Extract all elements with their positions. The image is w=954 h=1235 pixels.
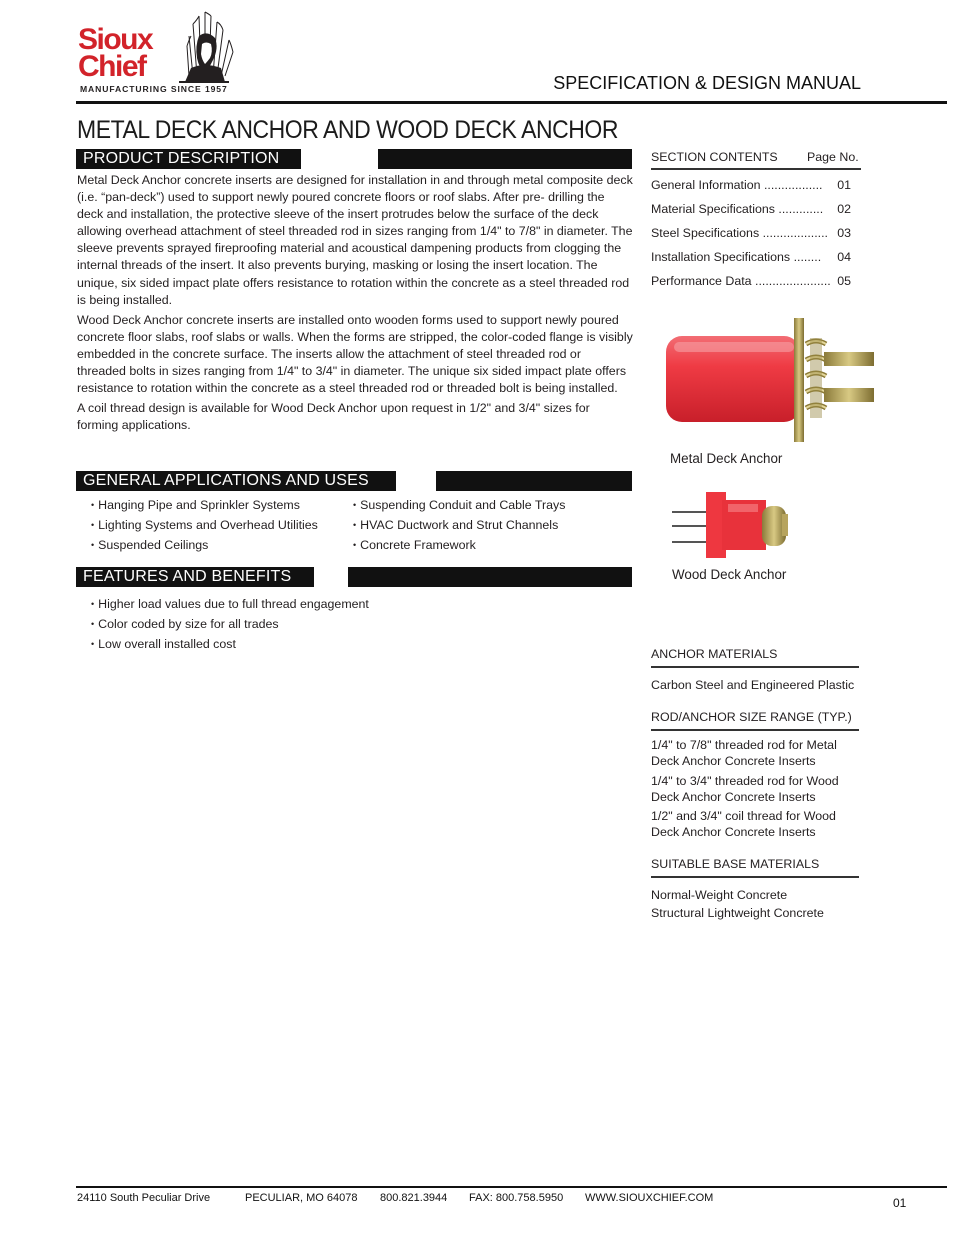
base-material-item: Normal-Weight Concrete [651, 888, 788, 902]
list-item: • Lighting Systems and Overhead Utilities [91, 516, 318, 536]
toc-page: 03 [837, 226, 851, 240]
header-divider [76, 101, 947, 104]
metal-deck-caption: Metal Deck Anchor [670, 451, 783, 466]
base-materials-rule [651, 876, 859, 878]
description-paragraph: A coil thread design is available for Wood Deck Anchor upon request in 1/2" and 3/4" sizes for forming applications. [77, 401, 590, 433]
logo-word-chief: Chief [78, 50, 146, 83]
wood-deck-caption: Wood Deck Anchor [672, 567, 787, 582]
toc-label: Installation Specifications [651, 250, 791, 264]
page-number-heading: Page No. [807, 150, 859, 164]
metal-deck-anchor-image [664, 316, 884, 446]
section-contents-heading: SECTION CONTENTS [651, 150, 778, 164]
wood-deck-anchor-image [672, 490, 792, 562]
toc-label: General Information [651, 178, 761, 192]
applications-list-right [353, 496, 565, 555]
features-list [91, 595, 369, 654]
toc-label: Performance Data [651, 274, 752, 288]
company-logo [76, 6, 236, 96]
toc-leader: ........ [793, 250, 822, 264]
description-paragraph: Wood Deck Anchor concrete inserts are installed onto wooden forms used to support newly poured concrete floor slabs, roof slabs or walls. When the forms are stripped, the color-coded flange is visibly embedded in the concrete surface. The inserts allow the attachment of steel threaded rod or threaded bolts in sizes ranging from 1/4" to 3/4" in diameter. The unique six sided impact plate offers resistance to rotation within the concrete as a steel threaded rod or threaded bolt is being installed. [77, 312, 633, 396]
base-material-item: Structural Lightweight Concrete [651, 906, 824, 920]
toc-leader: ...................... [755, 274, 831, 288]
applications-heading [76, 471, 632, 491]
logo-tagline: MANUFACTURING SINCE 1957 [80, 84, 228, 94]
chief-headdress-icon [169, 6, 239, 84]
footer-divider [76, 1186, 947, 1188]
toc-row[interactable] [651, 250, 851, 264]
toc-page: 05 [837, 274, 851, 288]
list-item: • Suspending Conduit and Cable Trays [353, 496, 565, 516]
toc-label: Steel Specifications [651, 226, 760, 240]
size-range-item: 1/4" to 7/8" threaded rod for Metal Deck Anchor Concrete Inserts [651, 738, 837, 768]
footer-website-link[interactable]: WWW.SIOUXCHIEF.COM [585, 1192, 714, 1204]
section-heading-text: FEATURES AND BENEFITS [83, 568, 292, 585]
list-item: • Higher load values due to full thread engagement [91, 595, 369, 615]
anchor-materials-heading: ANCHOR MATERIALS [651, 647, 778, 661]
list-item: • Hanging Pipe and Sprinkler Systems [91, 496, 318, 516]
list-item: • Low overall installed cost [91, 635, 369, 655]
product-description-body [77, 172, 633, 437]
section-heading-text: PRODUCT DESCRIPTION [83, 150, 280, 167]
toc-leader: ................... [762, 226, 829, 240]
page-title: METAL DECK ANCHOR AND WOOD DECK ANCHOR [77, 116, 618, 144]
footer-address: 24110 South Peculiar Drive [77, 1192, 211, 1204]
list-item: • Suspended Ceilings [91, 536, 318, 556]
page-number: 01 [893, 1196, 907, 1210]
section-contents-rule [651, 168, 861, 170]
size-range-heading: ROD/ANCHOR SIZE RANGE (TYP.) [651, 710, 852, 724]
anchor-materials-text: Carbon Steel and Engineered Plastic [651, 678, 855, 692]
toc-leader: ............. [778, 202, 824, 216]
anchor-materials-rule [651, 666, 859, 668]
heading-gap [396, 471, 436, 491]
size-range-rule [651, 729, 859, 731]
toc-page: 01 [837, 178, 851, 192]
footer-fax: FAX: 800.758.5950 [469, 1192, 564, 1204]
toc-row[interactable] [651, 202, 851, 216]
toc-leader: ................. [763, 178, 823, 192]
product-description-heading [76, 149, 632, 169]
base-materials-heading: SUITABLE BASE MATERIALS [651, 857, 820, 871]
toc-page: 04 [837, 250, 851, 264]
logo-word-sioux: Sioux [78, 23, 153, 56]
heading-gap [314, 567, 348, 587]
toc-row[interactable] [651, 274, 851, 288]
list-item: • Concrete Framework [353, 536, 565, 556]
toc-page: 02 [837, 202, 851, 216]
heading-gap [301, 149, 378, 169]
size-range-item: 1/4" to 3/4" threaded rod for Wood Deck Anchor Concrete Inserts [651, 774, 839, 804]
footer-phone[interactable]: 800.821.3944 [380, 1192, 448, 1204]
applications-list-left [91, 496, 318, 555]
toc-label: Material Specifications [651, 202, 775, 216]
size-range-item: 1/2" and 3/4" coil thread for Wood Deck Anchor Concrete Inserts [651, 809, 836, 839]
manual-title: SPECIFICATION & DESIGN MANUAL [553, 73, 861, 93]
section-heading-text: GENERAL APPLICATIONS AND USES [83, 472, 369, 489]
features-heading [76, 567, 632, 587]
list-item: • HVAC Ductwork and Strut Channels [353, 516, 565, 536]
list-item: • Color coded by size for all trades [91, 615, 369, 635]
toc-row[interactable] [651, 178, 851, 192]
toc-row[interactable] [651, 226, 851, 240]
footer-city: PECULIAR, MO 64078 [245, 1192, 358, 1204]
description-paragraph: Metal Deck Anchor concrete inserts are designed for installation in and through metal composite deck (i.e. “pan-deck”) used to support newly poured concrete floors or roof slabs. After pre- drilling the deck and installation, the protective sleeve of the insert protrudes below the surface of the deck allowing overhead attachment of steel threaded rod in sizes ranging from 1/4" to 7/8" in diameter. The sleeve prevents sprayed fireproofing material and acoustical dampening products from clogging the internal threads of the insert. It also prevents burying, masking or losing the insert location. The unique, six sided impact plate offers resistance to rotation within the concrete as a steel threaded rod is being installed. [77, 173, 633, 307]
